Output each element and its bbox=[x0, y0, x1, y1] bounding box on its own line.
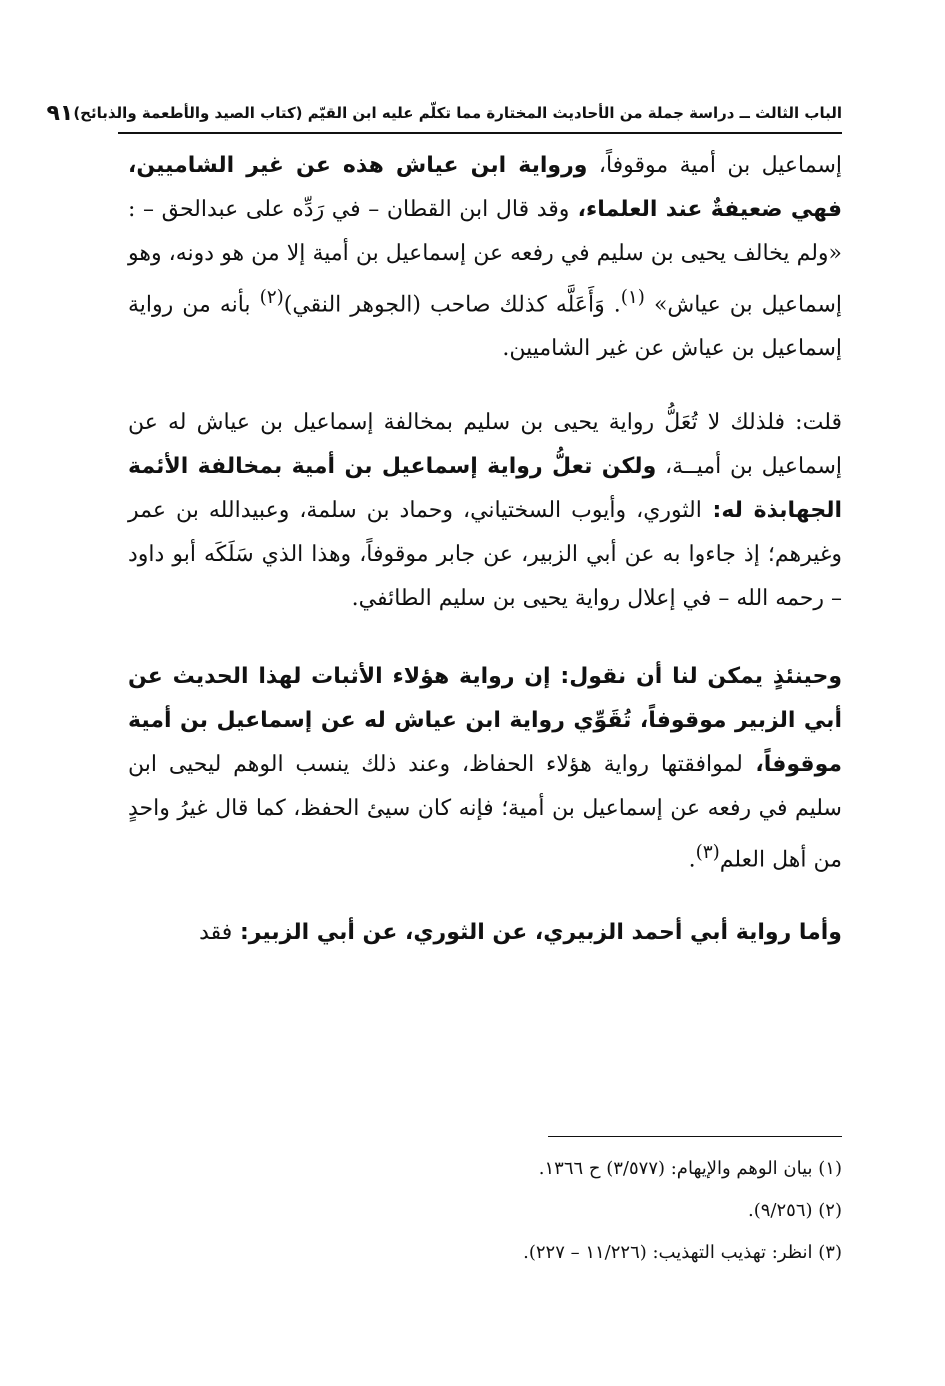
footnote-ref-1[interactable]: (١) bbox=[620, 287, 645, 308]
text-span: . bbox=[688, 847, 696, 873]
text-span: وقد قال ابن القطان – في رَدِّه على عبدالحق – : «ولم يخالف يحيى بن سليم في رفعه عن إسماعيل بن أمية إلا من هو دونه، وهو إسماعيل بن عياش» bbox=[128, 197, 842, 318]
running-title: الباب الثالث ــ دراسة جملة من الأحاديث المختارة مما تكلّم عليه ابن القيّم (كتاب الصيد والأطعمة والذبائح) bbox=[73, 104, 842, 122]
text-span: قلت: فلذلك لا تُعَلُّ رواية يحيى بن سليم بمخالفة إسماعيل بن عياش له عن إسماعيل بن أميــة، bbox=[128, 410, 842, 480]
bold-span: ولكن تعلُّ رواية إسماعيل بن أمية بمخالفة الأئمة الجهابذة له: bbox=[128, 454, 842, 524]
text-span: لموافقتها رواية هؤلاء الحفاظ، وعند ذلك ينسب الوهم ليحيى ابن سليم في رفعه عن إسماعيل بن أمية؛ فإنه كان سيئ الحفظ، كما قال غيرُ واحدٍ من أهل العلم bbox=[128, 752, 842, 873]
text-span: . وَأَعَلَّه كذلك صاحب (الجوهر النقي) bbox=[283, 292, 621, 318]
footnote-2: (٢) (٩/٢٥٦). bbox=[748, 1200, 842, 1221]
footnote-1: (١) بيان الوهم والإيهام: (٣/٥٧٧) ح ١٣٦٦. bbox=[538, 1158, 842, 1179]
text-span: إسماعيل بن أمية موقوفاً، bbox=[587, 153, 843, 178]
text-span: فقد bbox=[199, 919, 233, 945]
footnote-3: (٣) انظر: تهذيب التهذيب: (١١/٢٢٦ – ٢٢٧). bbox=[523, 1242, 842, 1263]
footnote-ref-3[interactable]: (٣) bbox=[695, 842, 720, 864]
main-text bbox=[128, 144, 842, 955]
page-number: ٩١ bbox=[46, 100, 74, 126]
footnote-separator bbox=[548, 1136, 842, 1137]
paragraph-4 bbox=[128, 911, 842, 955]
bold-span: وحينئذٍ يمكن لنا أن نقول: إن رواية هؤلاء الأثبات لهذا الحديث عن أبي الزبير موقوفاً، تُقَوِّي رواية ابن عياش له عن إسماعيل بن أمية موقوفاً، bbox=[128, 664, 842, 778]
paragraph-3 bbox=[128, 655, 842, 882]
text-span: بأنه من رواية إسماعيل بن عياش عن غير الشاميين. bbox=[128, 292, 842, 362]
bold-span: ورواية ابن عياش هذه عن غير الشاميين، فهي ضعيفةٌ عند العلماء، bbox=[128, 153, 843, 222]
footnote-ref-2[interactable]: (٢) bbox=[259, 287, 284, 308]
bold-span: وأما رواية أبي أحمد الزبيري، عن الثوري، عن أبي الزبير: bbox=[232, 919, 842, 945]
paragraph-2 bbox=[128, 401, 842, 621]
paragraph-1 bbox=[128, 144, 842, 371]
header-rule bbox=[118, 132, 842, 134]
footnotes bbox=[300, 1148, 842, 1274]
text-span: الثوري، وأيوب السختياني، وحماد بن سلمة، وعبيدالله بن عمر وغيرهم؛ إذ جاءوا به عن أبي الزبير، عن جابر موقوفاً، وهذا الذي سَلَكَه أبو داود – رحمه الله – في إعلال رواية يحيى بن سليم الطائفي. bbox=[128, 498, 842, 612]
page-header bbox=[46, 96, 842, 130]
